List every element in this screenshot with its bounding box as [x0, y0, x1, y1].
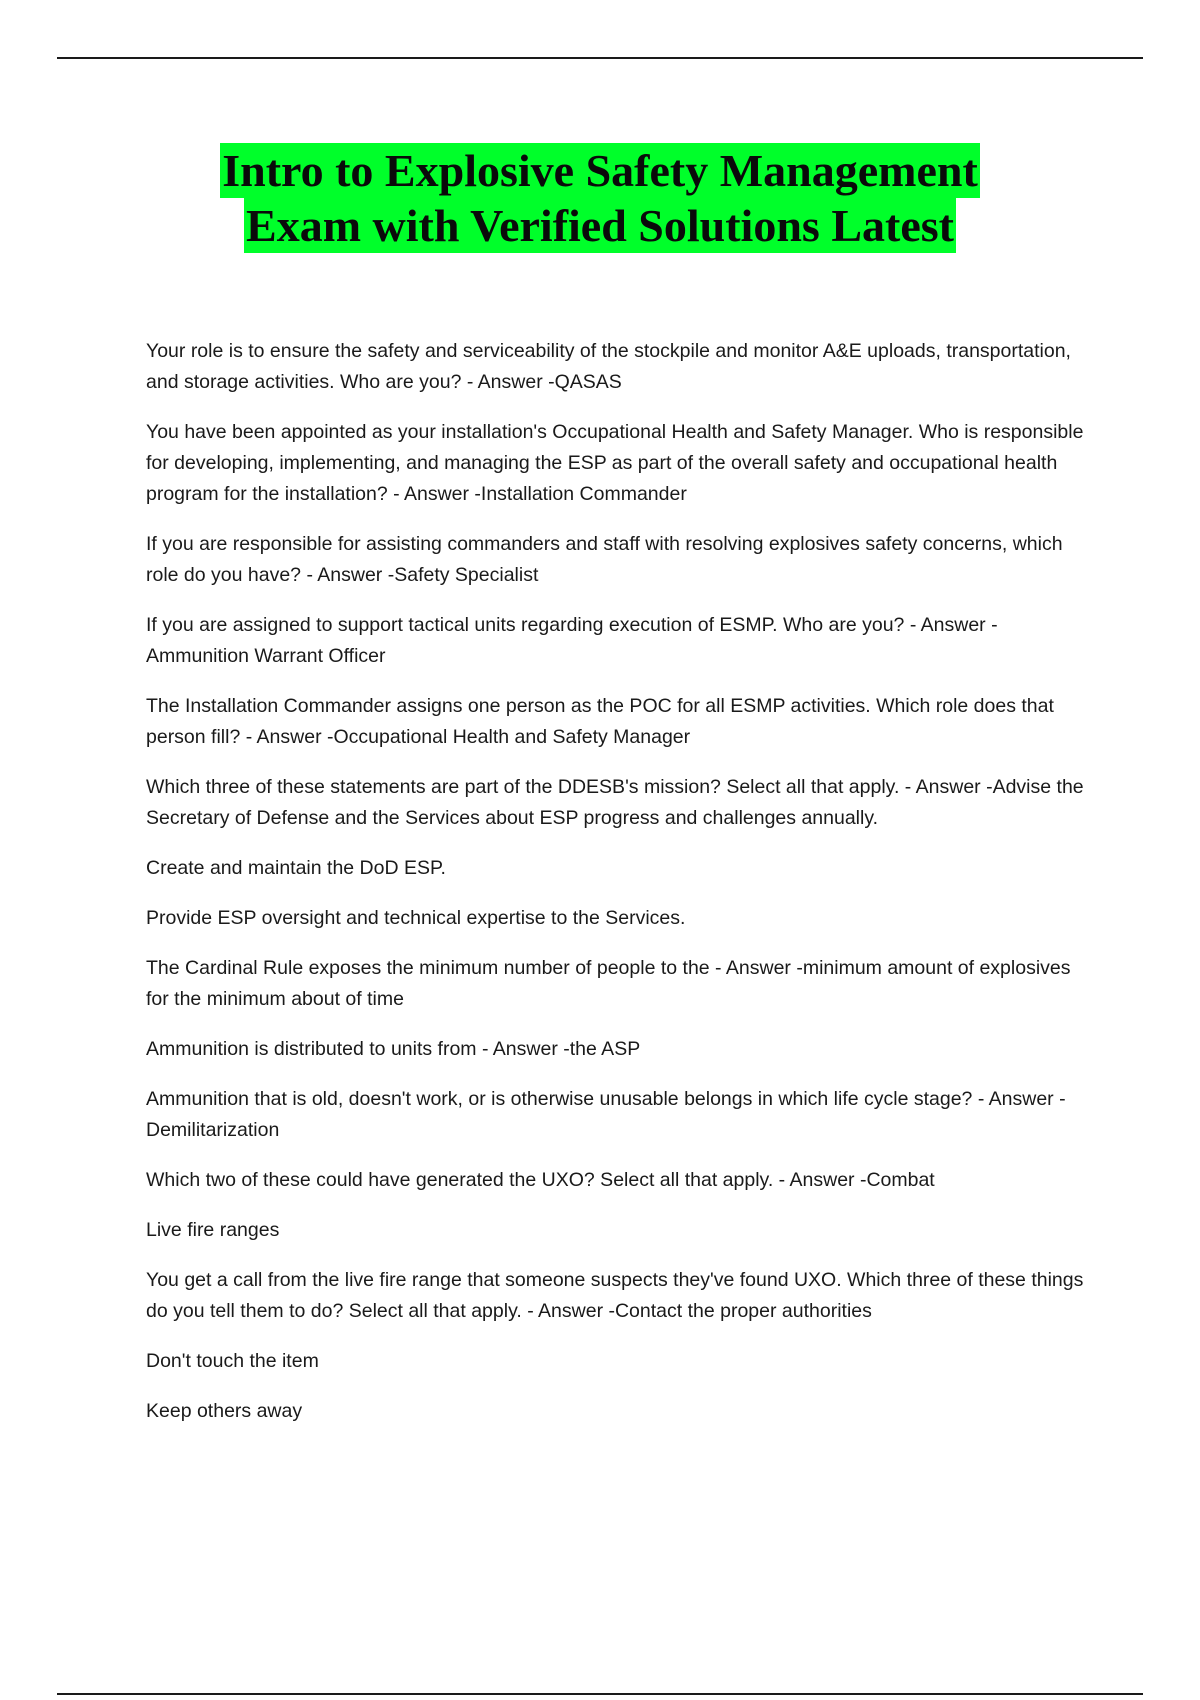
- answer-continuation: Create and maintain the DoD ESP.: [146, 857, 446, 879]
- qa-paragraph: Which three of these statements are part of the DDESB's mission? Select all that apply. - Answer -Advise the Secretary of Defense and the Services about ESP progress and challenges annually.: [146, 776, 1084, 829]
- answer-continuation: Live fire ranges: [146, 1219, 280, 1241]
- document-title: [0, 143, 1200, 253]
- document-body: [146, 336, 1086, 1446]
- qa-paragraph: If you are assigned to support tactical units regarding execution of ESMP. Who are you? - Answer -Ammunition Warrant Officer: [146, 614, 998, 667]
- answer-continuation: Don't touch the item: [146, 1350, 319, 1372]
- qa-paragraph: The Installation Commander assigns one person as the POC for all ESMP activities. Which role does that person fill? - Answer -Occupational Health and Safety Manager: [146, 695, 1054, 748]
- qa-paragraph: The Cardinal Rule exposes the minimum number of people to the - Answer -minimum amount of explosives for the minimum about of time: [146, 957, 1071, 1010]
- answer-continuation: Provide ESP oversight and technical expertise to the Services.: [146, 907, 686, 929]
- qa-paragraph: If you are responsible for assisting commanders and staff with resolving explosives safety concerns, which role do you have? - Answer -Safety Specialist: [146, 533, 1063, 586]
- qa-paragraph: Ammunition is distributed to units from - Answer -the ASP: [146, 1038, 641, 1060]
- qa-paragraph: Which two of these could have generated the UXO? Select all that apply. - Answer -Combat: [146, 1169, 935, 1191]
- qa-paragraph: Ammunition that is old, doesn't work, or is otherwise unusable belongs in which life cycle stage? - Answer -Demilitarization: [146, 1088, 1066, 1141]
- qa-paragraph: You get a call from the live fire range that someone suspects they've found UXO. Which three of these things do you tell them to do? Select all that apply. - Answer -Contact the proper authorities: [146, 1269, 1084, 1322]
- title-line-2: Exam with Verified Solutions Latest: [246, 200, 954, 251]
- bottom-rule: [57, 1693, 1143, 1695]
- title-line-1: Intro to Explosive Safety Management: [222, 145, 978, 196]
- qa-paragraph: You have been appointed as your installation's Occupational Health and Safety Manager. Who is responsible for developing, implementing, and managing the ESP as part of the overall safety and occupational health program for the installation? - Answer -Installation Commander: [146, 421, 1084, 505]
- qa-paragraph: Your role is to ensure the safety and serviceability of the stockpile and monitor A&E uploads, transportation, and storage activities. Who are you? - Answer -QASAS: [146, 340, 1071, 393]
- answer-continuation: Keep others away: [146, 1400, 303, 1422]
- top-rule: [57, 57, 1143, 59]
